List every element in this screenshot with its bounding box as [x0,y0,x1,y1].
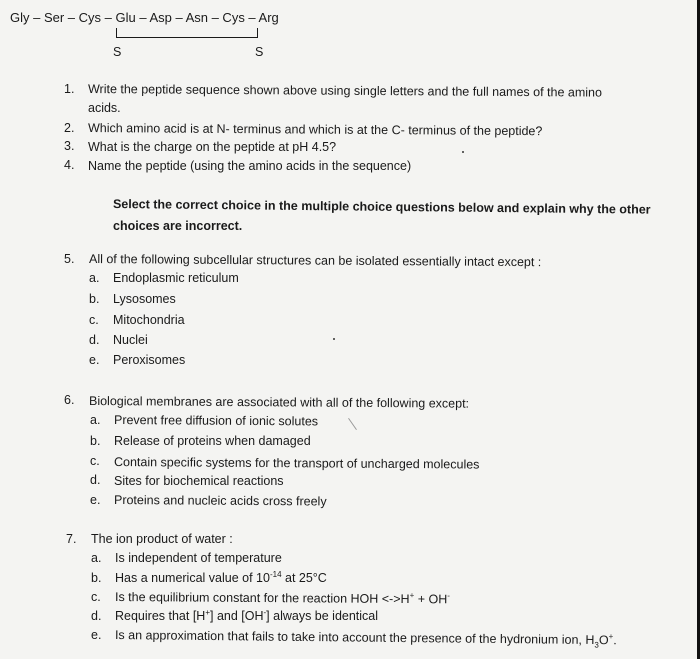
peptide-sequence: Gly – Ser – Cys – Glu – Asp – Asn – Cys – Arg [10,10,279,25]
option-letter: b. [90,434,101,448]
disulfide-bridge-line [116,37,258,38]
option-letter: a. [91,551,102,565]
option-text: Release of proteins when damaged [114,434,311,448]
question-number: 3. [64,139,75,153]
question-number: 4. [64,158,75,172]
option-text: Sites for biochemical reactions [114,474,284,488]
question-text-continued: acids. [88,101,121,115]
question-number: 2. [64,121,75,135]
question-number: 1. [64,82,75,96]
instruction-text: Select the correct choice in the multiple choice questions below and explain why the other [112,197,651,217]
option-text: Lysosomes [113,292,176,306]
stray-pen-mark [348,418,357,430]
option-text: Peroxisomes [113,353,186,367]
option-letter: c. [91,590,101,604]
option-text: Has a numerical value of $10^{-14}$ at 25°C [115,569,327,585]
option-text: Is the equilibrium constant for the reaction HOH <->H+ + OH- [114,590,450,607]
option-letter: d. [91,609,102,623]
question-text: What is the charge on the peptide at pH 4.5? [88,140,337,154]
question-number: 5. [64,252,75,266]
question-stem: The ion product of water : [91,532,233,546]
question-number: 6. [64,393,75,407]
option-text: Nuclei [113,333,148,347]
question-stem: All of the following subcellular structures can be isolated essentially intact except : [88,252,542,270]
option-letter: e. [90,493,101,507]
option-text: Proteins and nucleic acids cross freely [113,493,327,509]
option-text: Is independent of temperature [115,551,282,565]
sulfur-left: S [113,45,122,59]
option-letter: b. [91,571,102,585]
question-text: Which amino acid is at N- terminus and which is at the C- terminus of the peptide? [87,121,543,139]
disulfide-bond-right [257,28,258,38]
question-stem: Biological membranes are associated with all of the following except: [88,394,470,411]
option-letter: c. [89,313,99,327]
option-letter: a. [90,413,101,427]
option-letter: b. [89,292,100,306]
question-number: 7. [66,532,77,546]
option-text: Mitochondria [113,313,185,327]
option-letter: c. [90,454,100,468]
option-letter: a. [89,271,100,285]
option-letter: e. [89,353,100,367]
instruction-text-continued: choices are incorrect. [113,219,243,233]
option-text: Is an approximation that fails to take into account the presence of the hydronium ion, $H_3O^+$. [114,628,617,650]
option-letter: d. [90,473,101,487]
option-text: Contain specific systems for the transport of uncharged molecules [113,455,480,472]
option-text: Requires that [H+] and [OH-] always be identical [115,607,379,623]
sulfur-right: S [255,45,264,59]
option-letter: d. [89,333,100,347]
option-text: Endoplasmic reticulum [113,271,239,285]
question-text: Write the peptide sequence shown above using single letters and the full names of the amino [87,82,603,100]
stray-mark [462,151,464,153]
stray-mark [333,338,335,340]
option-letter: e. [91,628,102,642]
question-text: Name the peptide (using the amino acids in the sequence) [88,159,412,173]
option-text: Prevent free diffusion of ionic solutes [113,413,319,429]
